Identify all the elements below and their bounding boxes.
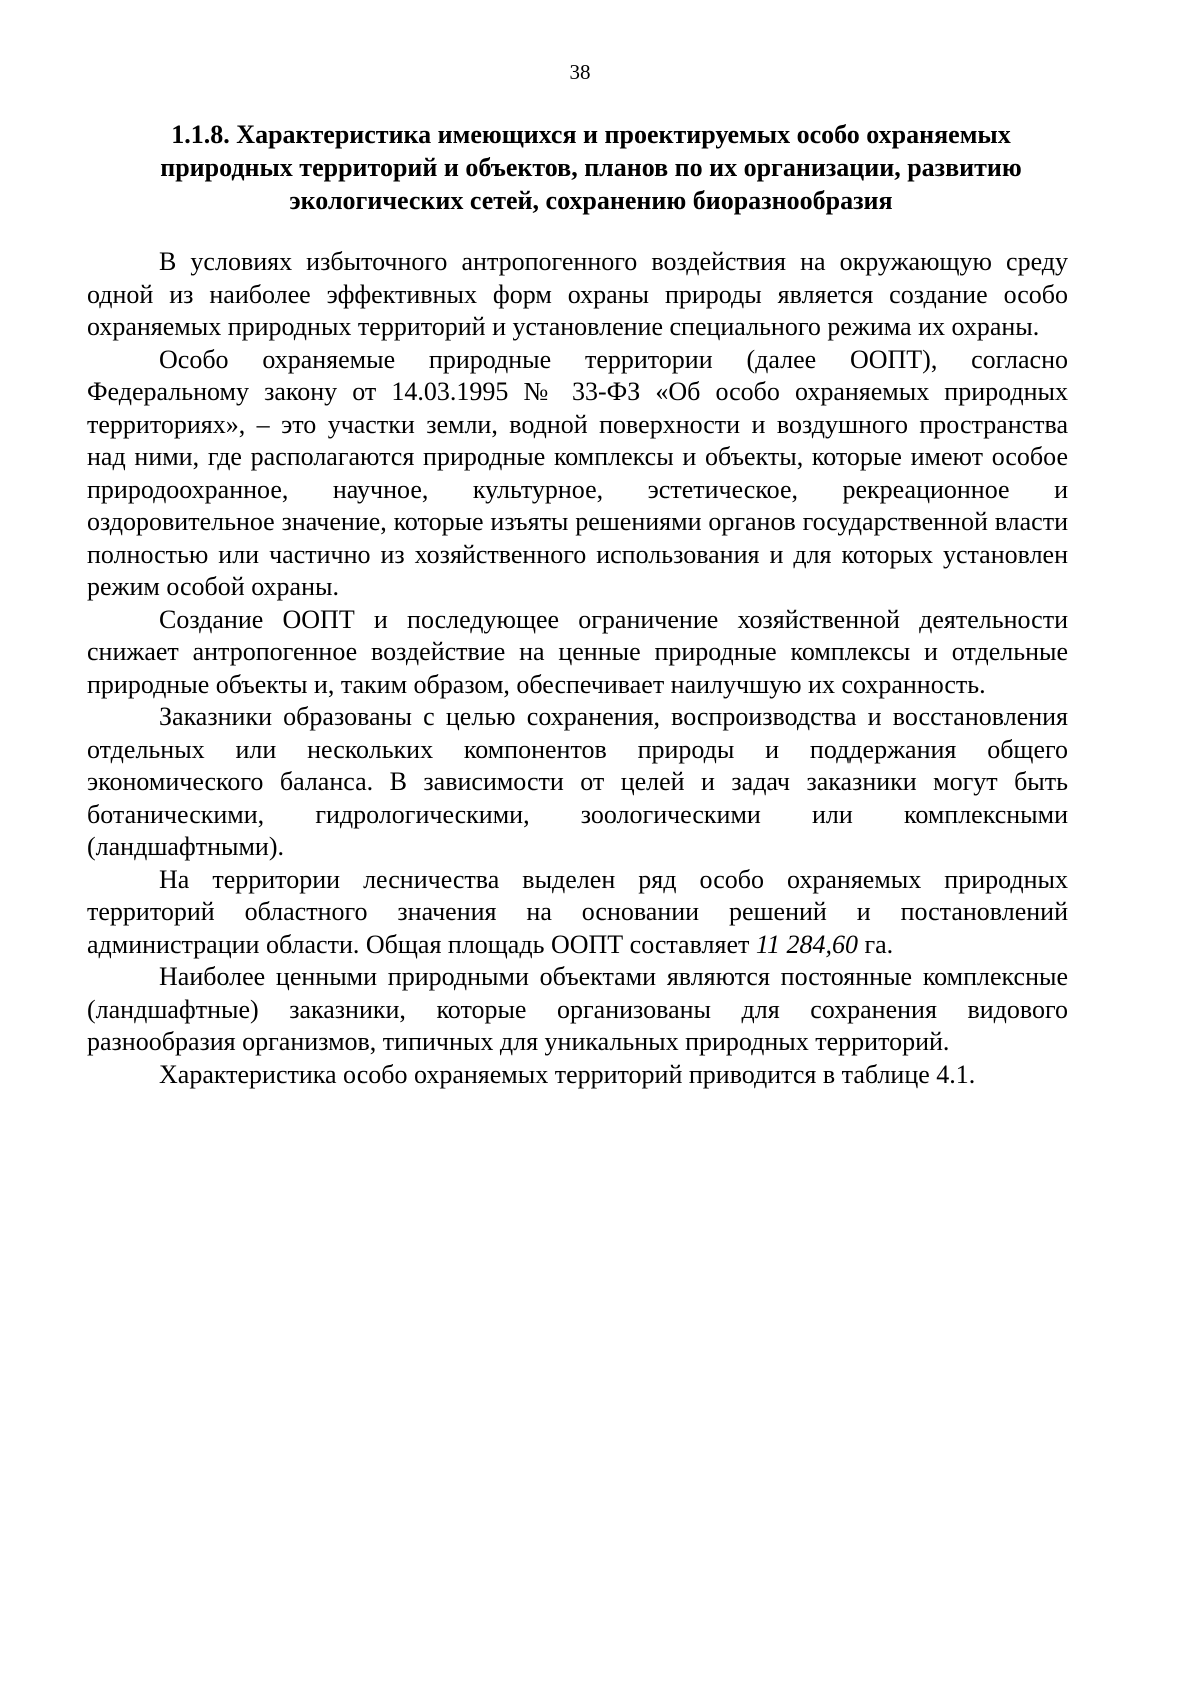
section-heading-line: природных территорий и объектов, планов по их организации, развитию (160, 153, 1022, 182)
paragraph-valuable-objects: Наиболее ценными природными объектами являются постоянные комплексные (ландшафтные) заказники, которые организованы для сохранения видового разнообразия организмов, типичных для уникальных природных территорий. (87, 962, 1068, 1056)
body-text (87, 246, 1068, 1091)
section-heading (96, 118, 1086, 217)
oopt-total-area: 11 284,60 (755, 929, 858, 959)
paragraph-reserves: Заказники образованы с целью сохранения, воспроизводства и восстановления отдельных или нескольких компонентов природы и поддержания общего экономического баланса. В зависимости от целей и задач заказники могут быть ботаническими, гидрологическими, зоологическими или комплексными (ландшафтными). (87, 702, 1068, 861)
page-number: 38 (569, 60, 591, 84)
paragraph-text: га. (857, 929, 894, 959)
paragraph-forestry-territories (87, 864, 1068, 962)
paragraph-table-reference: Характеристика особо охраняемых территорий приводится в таблице 4.1. (159, 1059, 976, 1089)
section-heading-line: 1.1.8. Характеристика имеющихся и проектируемых особо охраняемых (171, 120, 1011, 149)
paragraph-oopt-creation: Создание ООПТ и последующее ограничение хозяйственной деятельности снижает антропогенное воздействие на ценные природные комплексы и отдельные природные объекты и, таким образом, обеспечивает наилучшую их сохранность. (87, 604, 1068, 699)
paragraph-oopt-definition: Особо охраняемые природные территории (далее ООПТ), согласно Федеральному закону от 14.03.1995 № 33-ФЗ «Об особо охраняемых природных территориях», – это участки земли, водной поверхности и воздушного пространства над ними, где располагаются природные комплексы и объекты, которые имеют особое природоохранное, научное, культурное, эстетическое, рекреационное и оздоровительное значение, которые изъяты решениями органов государственной власти полностью или частично из хозяйственного использования и для которых установлен режим особой охраны. (87, 344, 1068, 601)
paragraph-text: На территории лесничества выделен ряд особо охраняемых природных территорий областного значения на основании решений и постановлений администрации области. Общая площадь ООПТ составляет (87, 864, 1068, 959)
paragraph-anthropogenic-impact: В условиях избыточного антропогенного воздействия на окружающую среду одной из наиболее эффективных форм охраны природы является создание особо охраняемых природных территорий и установление специального режима их охраны. (87, 247, 1068, 341)
section-heading-line: экологических сетей, сохранению биоразнообразия (289, 186, 893, 215)
